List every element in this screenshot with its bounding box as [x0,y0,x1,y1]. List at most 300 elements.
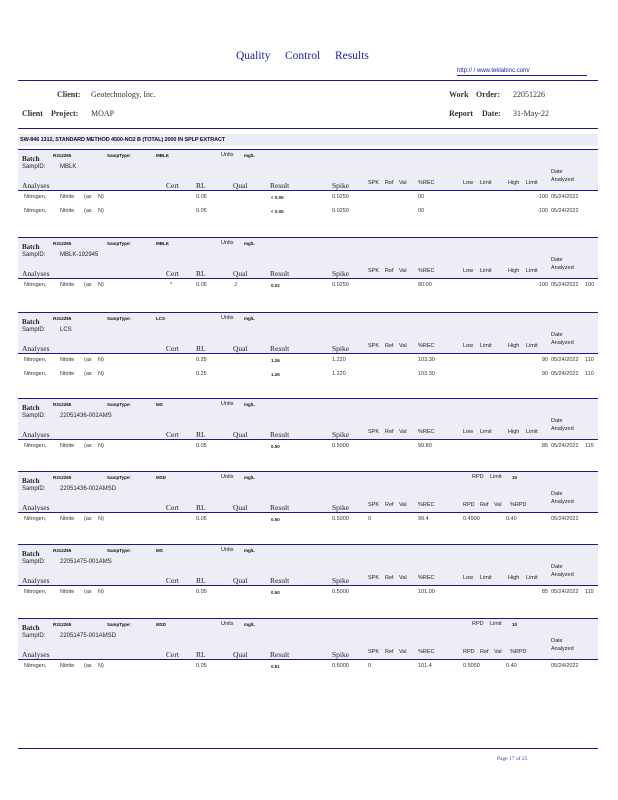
col-low: Low [463,575,474,581]
rec-value: 103.30 [418,357,435,363]
rpd-ref-value: 0.5050 [463,663,480,669]
samp-id-label: SampID: [22,327,46,333]
samp-id-value: MBLK [60,164,77,170]
high-limit-value: -100 [536,208,548,214]
col-val: Val [399,575,407,581]
col-high-limit: Limit [526,575,538,581]
spike-value: 0.5000 [332,589,349,595]
analyte-nitrogen: Nitrogen, [24,371,47,377]
batch-label: Batch [22,243,40,251]
col-result: Result [270,576,290,585]
analyte-nitrogen: Nitrogen, [24,357,47,363]
high-limit-value: 85 [541,589,548,595]
date-analyzed-label: Date [551,332,563,338]
date-value: 05/24/2022 [551,208,579,214]
samp-id-label: SampID: [22,252,46,258]
result-value: 0.50 [271,444,280,449]
batch-number: R312265 [53,241,72,246]
col-result: Result [270,503,290,512]
rec-value: 101.4 [418,663,432,669]
rec-value: 99.4 [418,516,429,522]
analyte-as: (as [84,589,92,595]
batch-number: R312265 [53,548,72,553]
col-cert: Cert [166,430,179,439]
col-spk: SPK [368,268,380,274]
col-val: Val [399,502,407,508]
high-limit-value: -100 [536,282,548,288]
date-value: 05/24/2022 [551,371,579,377]
samp-id-label: SampID: [22,413,46,419]
title-word-control: Control [285,50,321,62]
samp-id-label: SampID: [22,486,46,492]
qc-batch-block [18,399,598,469]
analyte-as: (as [84,443,92,449]
units-label: Units [221,547,234,553]
col-val: Val [399,268,407,274]
samp-type-label: SampType: [107,622,131,627]
rpd-ref-value: 0.4990 [463,516,480,522]
col-pct-rpd: %RPD [510,649,527,655]
col-val: Val [399,429,407,435]
analyte-n: N) [98,357,104,363]
spk-ref-value: 0 [368,663,372,669]
col-result: Result [270,269,290,278]
col-result: Result [270,650,290,659]
batch-number: R312265 [53,402,72,407]
col-rl: RL [196,344,206,353]
batch-label: Batch [22,318,40,326]
analyte-as: (as [84,516,92,522]
col-low: Low [463,268,474,274]
date-analyzed-label: Date [551,638,563,644]
col-ref: Ref [385,268,394,274]
upper-limit-value: 110 [585,371,594,377]
method-title: SW-846 1312, STANDARD METHOD 4500-NO2 B (TOTAL) 2000 IN SPLP EXTRACT [20,137,226,143]
rl-value: 0.05 [196,516,207,522]
date-analyzed-label: Date [551,169,563,175]
col-qual: Qual [233,269,248,278]
units-value: mg/L [244,402,255,407]
units-label: Units [221,474,234,480]
col-rec: %REC [418,180,435,186]
rpd-limit-label: Limit [490,621,502,627]
date-value: 05/24/2022 [551,516,579,522]
date-analyzed-label: Date [551,564,563,570]
rpd-limit-label: Limit [490,474,502,480]
work-order-number: 22051226 [513,90,545,99]
col-pct-rpd: %RPD [510,502,527,508]
analyte-nitrogen: Nitrogen, [24,208,47,214]
batch-label: Batch [22,477,40,485]
col-spk: SPK [368,502,380,508]
work-order-label-2: Order: [476,90,500,99]
date-analyzed-label: Date [551,418,563,424]
page-number: Page 17 of 25 [497,756,528,762]
col-spk: SPK [368,649,380,655]
rec-value: 00 [418,208,425,214]
col-rec: %REC [418,429,435,435]
analyte-nitrite: Nitrite [60,357,75,363]
units-value: mg/L [244,316,255,321]
analyte-nitrite: Nitrite [60,516,75,522]
col-high-limit: Limit [526,268,538,274]
spike-value: 0.5000 [332,516,349,522]
col-rl: RL [196,650,206,659]
col-analyses: Analyses [22,650,50,659]
upper-limit-value: 110 [585,357,594,363]
col-rl: RL [196,181,206,190]
col-result: Result [270,344,290,353]
col-spike: Spike [332,430,350,439]
analyte-nitrite: Nitrite [60,371,75,377]
col-analyses: Analyses [22,576,50,585]
result-value: 1.26 [271,358,280,363]
project-name: MOAP [91,109,115,118]
date-analyzed-label-2: Analyzed [551,499,574,505]
col-rpd-ref-2: Ref [480,649,489,655]
date-analyzed-label-2: Analyzed [551,572,574,578]
col-val: Val [399,649,407,655]
samp-id-value: 22051475-001AMSD [60,633,117,639]
rec-value: 00 [418,194,425,200]
qc-batch-block [18,150,598,220]
column-header-rule [18,512,598,513]
analyte-nitrogen: Nitrogen, [24,282,47,288]
date-value: 05/24/2022 [551,357,579,363]
analyte-nitrite: Nitrite [60,194,75,200]
col-high: High [508,343,520,349]
col-cert: Cert [166,650,179,659]
units-value: mg/L [244,241,255,246]
report-date: 31-May-22 [513,109,549,118]
samp-type-label: SampType: [107,475,131,480]
analyte-nitrogen: Nitrogen, [24,589,47,595]
analyte-nitrogen: Nitrogen, [24,516,47,522]
batch-label: Batch [22,404,40,412]
batch-number: R312265 [53,153,72,158]
rl-value: 0.05 [196,208,207,214]
date-analyzed-label-2: Analyzed [551,177,574,183]
column-header-rule [18,659,598,660]
date-analyzed-label-2: Analyzed [551,646,574,652]
spike-value: 0.5000 [332,443,349,449]
analyte-n: N) [98,516,104,522]
col-low-limit: Limit [480,343,492,349]
col-spk: SPK [368,343,380,349]
col-low: Low [463,429,474,435]
col-rl: RL [196,503,206,512]
samp-type-value: MBLK [156,153,169,158]
col-val: Val [399,180,407,186]
pct-rpd-value: 0.40 [506,516,517,522]
work-order-label: Work [449,90,469,99]
analyte-nitrogen: Nitrogen, [24,663,47,669]
samp-id-label: SampID: [22,164,46,170]
samp-type-value: MS [156,548,163,553]
rl-value: 0.05 [196,194,207,200]
col-spk: SPK [368,429,380,435]
upper-limit-value: 115 [585,443,594,449]
col-low-limit: Limit [480,575,492,581]
rl-value: 0.05 [196,282,207,288]
col-low: Low [463,343,474,349]
col-spk: SPK [368,180,380,186]
batch-number: R312265 [53,316,72,321]
rec-value: 99.80 [418,443,432,449]
analyte-n: N) [98,208,104,214]
qc-batch-block [18,619,598,689]
samp-type-value: LCS [156,316,165,321]
analyte-nitrite: Nitrite [60,589,75,595]
date-analyzed-label-2: Analyzed [551,426,574,432]
col-qual: Qual [233,344,248,353]
units-label: Units [221,401,234,407]
report-date-label: Report [449,109,473,118]
col-high: High [508,575,520,581]
units-label: Units [221,152,234,158]
spike-value: 1.220 [332,371,346,377]
col-analyses: Analyses [22,269,50,278]
analyte-nitrite: Nitrite [60,282,75,288]
date-value: 05/24/2022 [551,663,579,669]
result-value: < 0.05 [271,195,284,200]
samp-id-value: MBLK-192945 [60,252,99,258]
analyte-nitrite: Nitrite [60,443,75,449]
result-value: 0.50 [271,517,280,522]
samp-id-value: 22051475-001AMS [60,559,112,565]
high-limit-value: 90 [541,371,548,377]
samp-id-label: SampID: [22,633,46,639]
units-label: Units [221,315,234,321]
date-value: 05/24/2022 [551,589,579,595]
footer-divider [18,748,598,749]
date-analyzed-label-2: Analyzed [551,265,574,271]
analyte-nitrogen: Nitrogen, [24,443,47,449]
column-header-rule [18,278,598,279]
analyte-as: (as [84,371,92,377]
col-result: Result [270,181,290,190]
col-analyses: Analyses [22,430,50,439]
rec-value: 103.30 [418,371,435,377]
lab-url-link[interactable]: http:// / www.teklabinc.com/ [457,68,530,74]
high-limit-value: 90 [541,357,548,363]
rl-value: 0.05 [196,663,207,669]
report-title [0,50,618,70]
col-rec: %REC [418,502,435,508]
col-high: High [508,429,520,435]
header-divider-top [18,80,598,81]
col-rec: %REC [418,575,435,581]
analyte-n: N) [98,663,104,669]
analyte-n: N) [98,194,104,200]
result-value: < 0.05 [271,209,284,214]
date-analyzed-label: Date [551,491,563,497]
analyte-as: (as [84,663,92,669]
result-value: 0.02 [271,283,280,288]
analyte-as: (as [84,357,92,363]
rl-value: 0.05 [196,589,207,595]
analyte-nitrogen: Nitrogen, [24,194,47,200]
col-spike: Spike [332,344,350,353]
analyte-as: (as [84,282,92,288]
col-cert: Cert [166,344,179,353]
qc-batch-block [18,313,598,383]
col-result: Result [270,430,290,439]
col-ref: Ref [385,649,394,655]
title-word-quality: Quality [236,50,271,62]
analyte-n: N) [98,443,104,449]
col-high: High [508,180,520,186]
cert-value: * [170,282,173,288]
client-label: Client: [57,90,81,99]
col-rl: RL [196,576,206,585]
samp-type-value: MSD [156,475,166,480]
col-rl: RL [196,269,206,278]
col-low-limit: Limit [480,180,492,186]
col-high: High [508,268,520,274]
batch-label: Batch [22,155,40,163]
rpd-label: RPD [472,621,484,627]
date-analyzed-label-2: Analyzed [551,340,574,346]
analyte-nitrite: Nitrite [60,663,75,669]
batch-label: Batch [22,624,40,632]
report-date-label-2: Date: [482,109,501,118]
col-cert: Cert [166,181,179,190]
samp-type-value: MS [156,402,163,407]
batch-number: R312265 [53,622,72,627]
col-rpd-val: Val [494,502,502,508]
rl-value: 0.25 [196,371,207,377]
samp-id-value: 22051436-002AMSD [60,486,117,492]
col-rl: RL [196,430,206,439]
result-value: 0.51 [271,664,280,669]
date-value: 05/24/2022 [551,282,579,288]
col-rpd-val: Val [494,649,502,655]
units-label: Units [221,240,234,246]
date-analyzed-label: Date [551,257,563,263]
rl-value: 0.25 [196,357,207,363]
result-value: 0.50 [271,590,280,595]
spike-value: 0.5000 [332,663,349,669]
batch-label: Batch [22,550,40,558]
spike-value: 0.0250 [332,194,349,200]
qc-batch-block [18,472,598,542]
spk-ref-value: 0 [368,516,372,522]
col-low: Low [463,180,474,186]
samp-type-label: SampType: [107,316,131,321]
col-rpd-ref: RPD [463,502,475,508]
analyte-as: (as [84,208,92,214]
result-value: 1.26 [271,372,280,377]
client-name: Geotechnology, Inc. [91,90,156,99]
samp-id-value: LCS [60,327,72,333]
col-ref: Ref [385,575,394,581]
col-cert: Cert [166,269,179,278]
date-value: 05/24/2022 [551,443,579,449]
col-low-limit: Limit [480,429,492,435]
samp-type-label: SampType: [107,548,131,553]
col-spike: Spike [332,650,350,659]
samp-id-value: 22051436-002AMS [60,413,112,419]
project-label-2: Project: [51,109,79,118]
units-value: mg/L [244,475,255,480]
high-limit-value: 85 [541,443,548,449]
analyte-n: N) [98,282,104,288]
qual-value: J [234,282,237,288]
upper-limit-value: 100 [585,282,595,288]
col-ref: Ref [385,180,394,186]
rpd-limit-value: 10 [512,622,518,627]
title-word-results: Results [335,50,369,62]
analyte-nitrite: Nitrite [60,208,75,214]
rl-value: 0.05 [196,443,207,449]
col-rec: %REC [418,343,435,349]
column-header-rule [18,353,598,354]
col-ref: Ref [385,429,394,435]
units-value: mg/L [244,622,255,627]
col-cert: Cert [166,576,179,585]
col-ref: Ref [385,343,394,349]
column-header-rule [18,190,598,191]
batch-number: R312265 [53,475,72,480]
column-header-rule [18,585,598,586]
date-value: 05/24/2022 [551,194,579,200]
col-qual: Qual [233,576,248,585]
samp-type-label: SampType: [107,241,131,246]
units-value: mg/L [244,548,255,553]
col-rpd-ref-2: Ref [480,502,489,508]
col-rec: %REC [418,268,435,274]
analyte-as: (as [84,194,92,200]
samp-type-value: MBLK [156,241,169,246]
col-analyses: Analyses [22,344,50,353]
col-rpd-ref: RPD [463,649,475,655]
col-qual: Qual [233,430,248,439]
spike-value: 0.0250 [332,282,349,288]
high-limit-value: -100 [536,194,548,200]
col-spike: Spike [332,269,350,278]
rec-value: 80.00 [418,282,432,288]
qc-batch-block [18,545,598,615]
col-spk: SPK [368,575,380,581]
samp-type-label: SampType: [107,402,131,407]
col-qual: Qual [233,503,248,512]
col-high-limit: Limit [526,180,538,186]
spike-value: 0.0250 [332,208,349,214]
col-rec: %REC [418,649,435,655]
project-label: Client [22,109,43,118]
rpd-label: RPD [472,474,484,480]
analyte-n: N) [98,589,104,595]
col-spike: Spike [332,576,350,585]
spike-value: 1.220 [332,357,346,363]
units-value: mg/L [244,153,255,158]
analyte-n: N) [98,371,104,377]
upper-limit-value: 115 [585,589,594,595]
rpd-limit-value: 10 [512,475,518,480]
col-analyses: Analyses [22,181,50,190]
url-underline [457,75,587,76]
samp-type-value: MSD [156,622,166,627]
pct-rpd-value: 0.40 [506,663,517,669]
col-spike: Spike [332,503,350,512]
col-cert: Cert [166,503,179,512]
col-ref: Ref [385,502,394,508]
col-qual: Qual [233,650,248,659]
column-header-rule [18,439,598,440]
header-divider-bottom [18,128,598,129]
col-analyses: Analyses [22,503,50,512]
